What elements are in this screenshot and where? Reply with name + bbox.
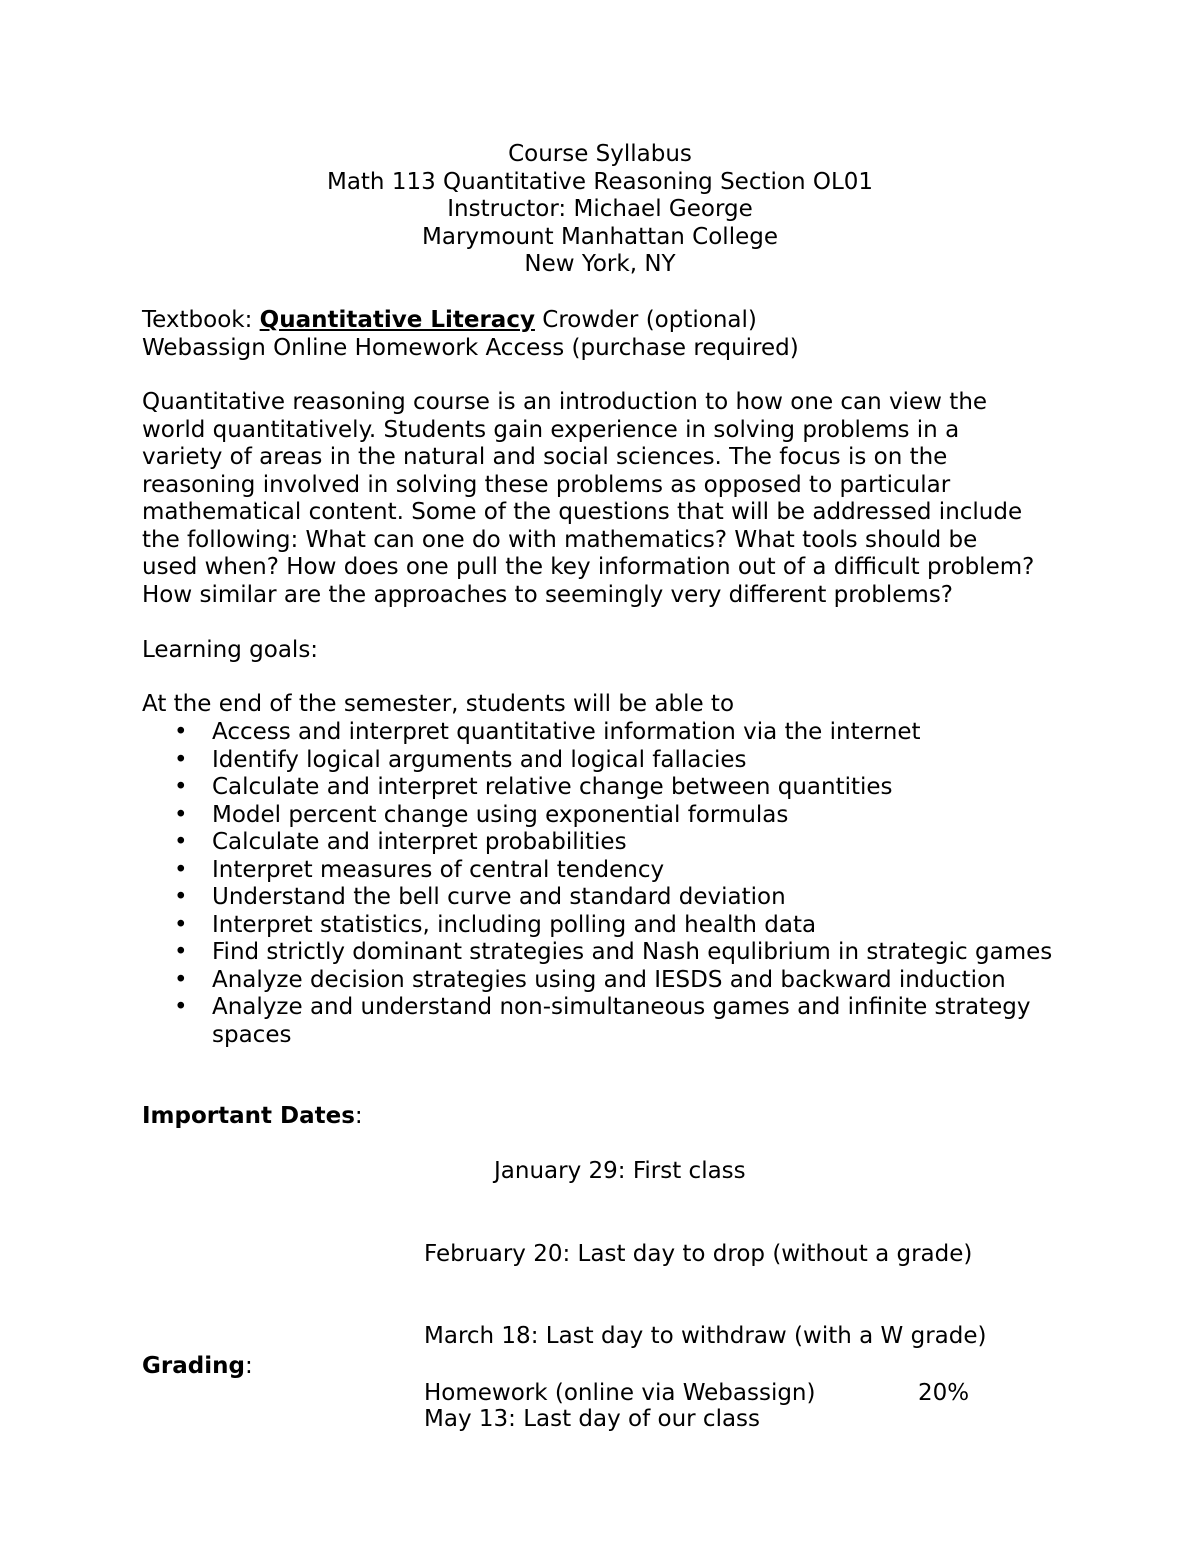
list-item: [142, 912, 1082, 940]
date-item: March 18: Last day to withdraw (with a W grade): [424, 1323, 987, 1349]
important-dates-label: [142, 1103, 363, 1131]
goal-text: Access and interpret quantitative information via the internet: [212, 719, 921, 745]
list-item: [142, 967, 1082, 995]
textbook-label: Textbook:: [142, 307, 260, 333]
grading-item: Homework (online via Webassign): [424, 1380, 816, 1406]
description-line: Quantitative reasoning course is an introduction to how one can view the: [142, 389, 988, 415]
bullet-icon: •: [174, 746, 188, 773]
textbook-author: Crowder (optional): [534, 307, 757, 333]
learning-goals-label: Learning goals:: [142, 637, 319, 663]
list-item: [142, 939, 1082, 967]
bullet-icon: •: [174, 719, 188, 745]
description-line: reasoning involved in solving these problems as opposed to particular: [142, 471, 951, 498]
goal-text: Analyze and understand non-simultaneous games and infinite strategy spaces: [212, 994, 1031, 1048]
goal-text: Find strictly dominant strategies and Nash equlibrium in strategic games: [212, 939, 1053, 965]
webassign-line: Webassign Online Homework Access (purchase required): [142, 334, 799, 361]
list-item: [142, 719, 1082, 747]
bullet-icon: •: [174, 829, 188, 855]
bullet-icon: •: [174, 884, 188, 910]
description-line: world quantitatively. Students gain experience in solving problems in a: [142, 416, 960, 443]
header-course: Math 113 Quantitative Reasoning Section OL01: [326, 168, 874, 195]
goal-text: Interpret measures of central tendency: [212, 856, 665, 883]
bullet-icon: •: [174, 801, 188, 828]
grading-label: [142, 1353, 253, 1381]
goal-text: Analyze decision strategies using and IESDS and backward induction: [212, 966, 1006, 993]
bullet-icon: •: [174, 856, 188, 883]
description-line: the following: What can one do with mathematics? What tools should be: [142, 526, 978, 553]
header-college: Marymount Manhattan College: [422, 223, 778, 250]
learning-goals-intro: At the end of the semester, students will be able to: [142, 691, 735, 717]
description-line: used when? How does one pull the key information out of a difficult problem?: [142, 554, 1035, 580]
important-dates-heading: Important Dates: [142, 1103, 355, 1129]
bullet-icon: •: [174, 774, 188, 800]
bullet-icon: •: [174, 939, 188, 965]
bullet-icon: •: [174, 911, 188, 938]
grading-percent: 20%: [918, 1380, 970, 1406]
list-item: [142, 857, 1082, 885]
textbook-line: [142, 307, 1072, 335]
goal-text: Identify logical arguments and logical fallacies: [212, 746, 747, 773]
course-description: [142, 389, 1072, 609]
list-item: [142, 802, 1082, 830]
important-dates-list: [424, 1103, 986, 1488]
list-item: [142, 994, 1082, 1049]
textbook-section: [142, 307, 1072, 362]
description-line: mathematical content. Some of the questions that will be addressed include: [142, 499, 1023, 525]
list-item: [142, 884, 1082, 912]
list-item: [142, 774, 1082, 802]
learning-goals-list: [142, 719, 1082, 1049]
description-line: variety of areas in the natural and social sciences. The focus is on the: [142, 444, 948, 470]
header-location: New York, NY: [524, 251, 676, 277]
list-item: [142, 829, 1082, 857]
bullet-icon: •: [174, 994, 188, 1020]
goal-text: Understand the bell curve and standard deviation: [212, 884, 786, 910]
date-item: January 29: First class: [494, 1158, 746, 1184]
description-line: How similar are the approaches to seemingly very different problems?: [142, 581, 954, 608]
header-title: Course Syllabus: [508, 141, 692, 167]
goal-text: Calculate and interpret relative change between quantities: [212, 774, 893, 800]
grading-heading: Grading: [142, 1353, 245, 1379]
important-dates-colon: :: [354, 1103, 363, 1129]
date-item: February 20: Last day to drop (without a grade): [424, 1240, 973, 1267]
goal-text: Calculate and interpret probabilities: [212, 829, 627, 855]
list-item: [142, 747, 1082, 775]
goal-text: Interpret statistics, including polling and health data: [212, 911, 817, 938]
textbook-title: Quantitative Literacy: [259, 307, 535, 333]
header-instructor: Instructor: Michael George: [447, 196, 753, 222]
goal-text: Model percent change using exponential formulas: [212, 801, 789, 828]
bullet-icon: •: [174, 966, 188, 993]
syllabus-header: [0, 141, 1200, 279]
date-item: May 13: Last day of our class: [424, 1405, 761, 1432]
grading-colon: :: [244, 1353, 253, 1379]
